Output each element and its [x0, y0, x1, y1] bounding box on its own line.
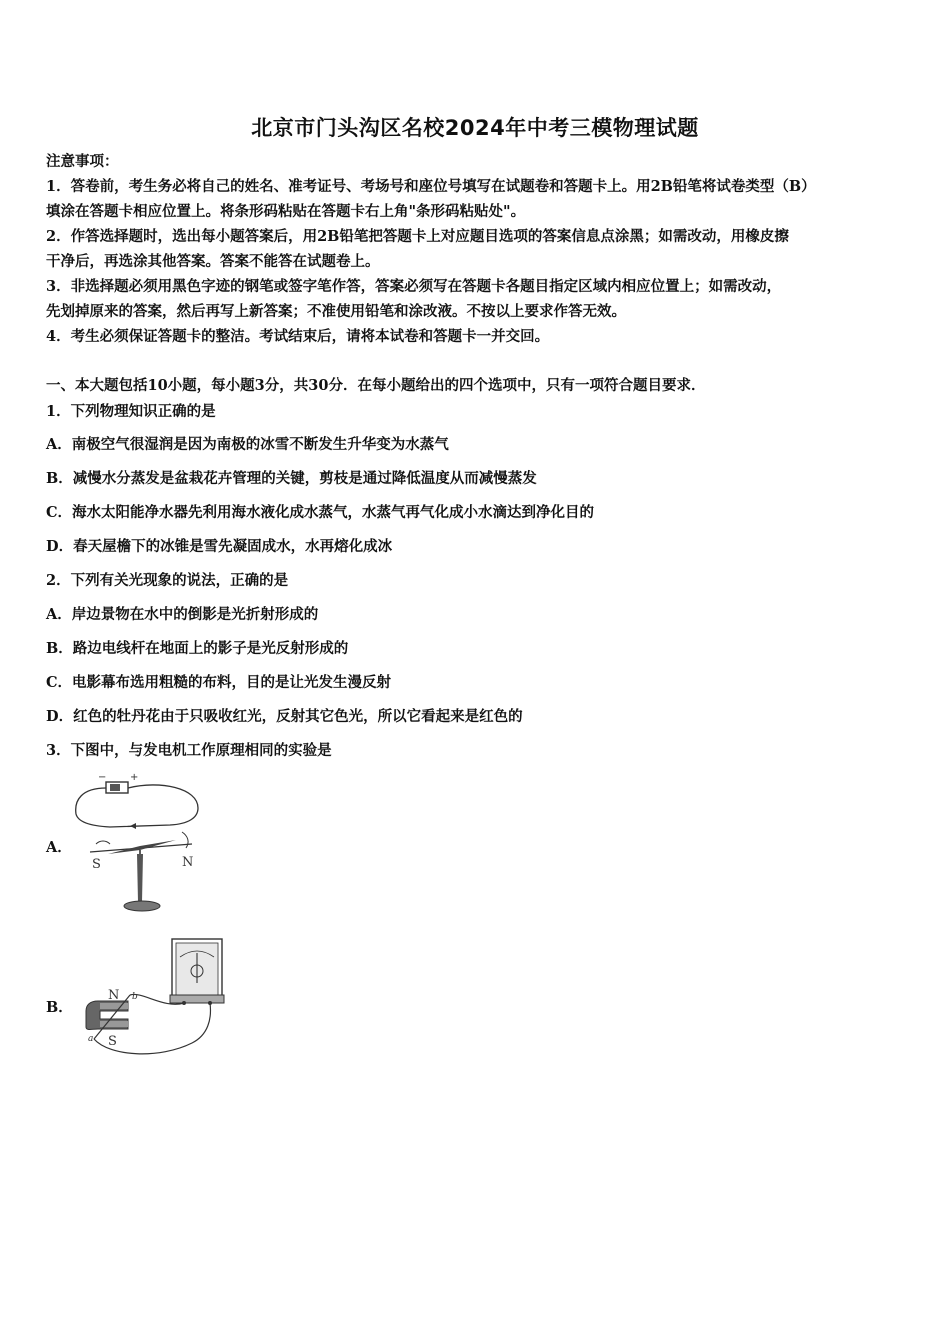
magnet-n-label: N — [108, 988, 120, 1003]
question-option: D．春天屋檐下的冰锥是雪先凝固成水，水再熔化成冰 — [46, 538, 393, 555]
notes-line: 1．答卷前，考生务必将自己的姓名、准考证号、考场号和座位号填写在试题卷和答题卡上。用2B铅笔将试卷类型（B） — [46, 178, 816, 195]
figure-option-label: A． — [46, 839, 72, 856]
question-option: C．海水太阳能净水器先利用海水液化成水蒸气，水蒸气再气化成小水滴达到净化目的 — [46, 504, 595, 521]
notes-line: 4．考生必须保证答题卡的整洁。考试结束后，请将本试卷和答题卡一并交回。 — [46, 328, 550, 345]
figure-compass-circuit — [70, 770, 210, 915]
question-option: A．岸边景物在水中的倒影是光折射形成的 — [46, 606, 319, 623]
question-option: A．南极空气很湿润是因为南极的冰雪不断发生升华变为水蒸气 — [46, 436, 449, 453]
magnet-s-label: S — [108, 1034, 117, 1049]
figure-magnet-galvanometer — [80, 935, 230, 1060]
page-title: 北京市门头沟区名校2024年中考三模物理试题 — [251, 116, 699, 140]
needle-n-label: N — [182, 855, 194, 870]
needle-s-label: S — [92, 857, 101, 872]
question-option: B．减慢水分蒸发是盆栽花卉管理的关键，剪枝是通过降低温度从而减慢蒸发 — [46, 470, 537, 487]
question-option: C．电影幕布选用粗糙的布料，目的是让光发生漫反射 — [46, 674, 392, 691]
section-heading: 一、本大题包括10小题，每小题3分，共30分．在每小题给出的四个选项中，只有一项符合题目要求． — [46, 377, 706, 394]
question-stem: 3．下图中，与发电机工作原理相同的实验是 — [46, 742, 332, 759]
question-option: B．路边电线杆在地面上的影子是光反射形成的 — [46, 640, 349, 657]
question-option: D．红色的牡丹花由于只吸收红光，反射其它色光，所以它看起来是红色的 — [46, 708, 523, 725]
question-stem: 2．下列有关光现象的说法，正确的是 — [46, 572, 289, 589]
notes-line: 2．作答选择题时，选出每小题答案后，用2B铅笔把答题卡上对应题目选项的答案信息点涂黑；如需改动，用橡皮擦 — [46, 228, 789, 245]
figure-option-label: B． — [46, 999, 73, 1016]
battery-minus-label: − — [98, 772, 107, 783]
battery-plus-label: + — [130, 772, 139, 783]
notes-line: 填涂在答题卡相应位置上。将条形码粘贴在答题卡右上角"条形码粘贴处"。 — [46, 203, 526, 220]
question-stem: 1．下列物理知识正确的是 — [46, 403, 216, 420]
conductor-b-label: b — [132, 992, 138, 1002]
notes-heading: 注意事项： — [46, 153, 119, 170]
conductor-a-label: a — [88, 1034, 94, 1044]
notes-line: 干净后，再选涂其他答案。答案不能答在试题卷上。 — [46, 253, 380, 270]
notes-line: 3．非选择题必须用黑色字迹的钢笔或签字笔作答，答案必须写在答题卡各题目指定区域内相应位置上；如需改动， — [46, 278, 782, 295]
notes-line: 先划掉原来的答案，然后再写上新答案；不准使用铅笔和涂改液。不按以上要求作答无效。 — [46, 303, 626, 320]
